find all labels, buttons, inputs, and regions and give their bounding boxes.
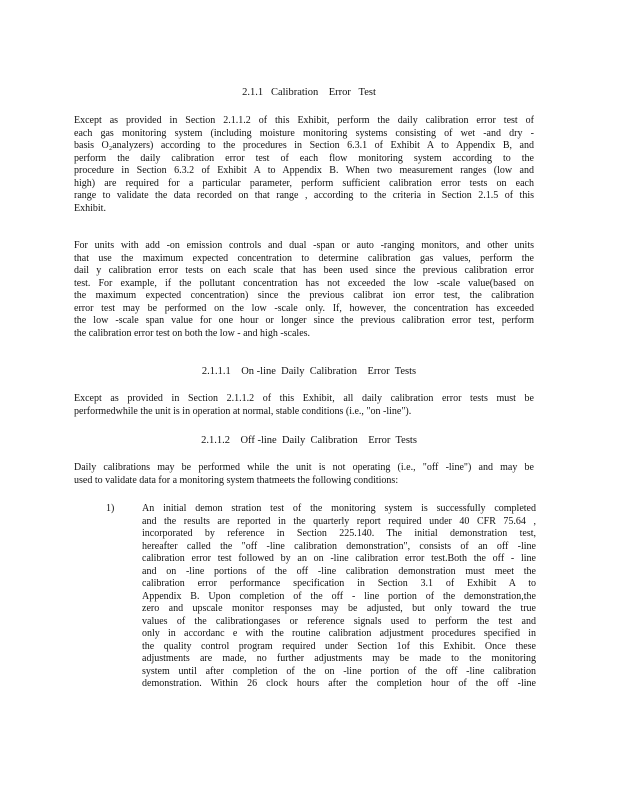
paragraph-line: range to validate the data recorded on that range , according to the criteria in Section 2.1.5 of this: [74, 190, 534, 201]
paragraph-line: basis O₂analyzers) according to the procedures in Section 6.3.1 of Exhibit A to Appendix B, and: [74, 140, 534, 151]
paragraph-line: high) are required for a particular parameter, perform sufficient calibration error tests on each: [74, 177, 534, 189]
list-line: demonstration. Within 26 clock hours after the completion hour of the off -line: [142, 678, 536, 689]
subsection-title-offline: 2.1.1.2 Off -line Daily Calibration Error Tests: [201, 435, 417, 446]
paragraph-line: Exhibit.: [74, 202, 106, 214]
paragraph-line: each gas monitoring system (including moisture monitoring systems consisting of wet -and dry -: [74, 127, 534, 139]
paragraph-line: For units with add -on emission controls and dual -span or auto -ranging monitors, and other units: [74, 240, 534, 251]
paragraph-line: perform the daily calibration error test of each flow monitoring system according to the: [74, 152, 534, 164]
paragraph-3: [74, 393, 534, 418]
paragraph-1: [74, 115, 534, 215]
paragraph-line: performedwhile the unit is in operation at normal, stable conditions (i.e., "on -line").: [74, 405, 412, 417]
paragraph-line: test. For example, if the pollutant concentration has not exceeded the low -scale value(based on: [74, 277, 534, 289]
paragraph-line: Except as provided in Section 2.1.1.2 of this Exhibit, all daily calibration error tests must be: [74, 393, 534, 404]
list-line: system until after completion of the on -line portion of the off -line calibration: [142, 665, 536, 677]
paragraph-4: [74, 462, 534, 487]
list-line: calibration error test followed by an on -line calibration error test.Both the off - line: [142, 553, 536, 564]
list-line: zero and upscale monitor responses may be adjusted, but only toward the true: [142, 603, 536, 614]
section-title: 2.1.1 Calibration Error Test: [242, 87, 376, 98]
subsection-title-online: 2.1.1.1 On -line Daily Calibration Error Tests: [201, 366, 417, 377]
list-item-body: [142, 503, 536, 691]
list-line: and on -line portions of the off -line calibration demonstration must meet the: [142, 565, 536, 577]
list-line: values of the calibrationgases or reference signals used to perform the test and: [142, 615, 536, 627]
list-item-number: 1): [106, 503, 115, 514]
paragraph-2: [74, 240, 534, 340]
paragraph-line: Except as provided in Section 2.1.1.2 of this Exhibit, perform the daily calibration error test of: [74, 115, 534, 126]
list-line: only in accordanc e with the routine calibration adjustment procedures specified in: [142, 628, 536, 639]
list-line: adjustments are made, no further adjustments may be made to the monitoring: [142, 653, 536, 664]
list-line: the quality control program required under Section 1of this Exhibit. Once these: [142, 640, 536, 652]
paragraph-line: Daily calibrations may be performed while the unit is not operating (i.e., "off -line") and may be: [74, 462, 534, 473]
paragraph-line: the calibration error test on both the low - and high -scales.: [74, 327, 311, 339]
list-line: Appendix B. Upon completion of the off - line portion of the demonstration,the: [142, 590, 536, 602]
paragraph-line: error test may be performed on the low -scale only. If, however, the concentration has exceeded: [74, 302, 534, 314]
paragraph-line: used to validate data for a monitoring system thatmeets the following conditions:: [74, 474, 399, 486]
paragraph-line: the low -scale span value for one hour or longer since the previous calibration error test, perform: [74, 315, 534, 326]
paragraph-line: dail y calibration error tests on each scale that has been used since the previous calibration error: [74, 265, 534, 276]
list-line: hereafter called the "off -line calibration demonstration", consists of an off -line: [142, 540, 536, 552]
list-line: calibration error performance specification in Section 3.1 of Exhibit A to: [142, 578, 536, 589]
paragraph-line: the maximum expected concentration) since the previous calibrat ion error test, the calibration: [74, 290, 534, 301]
list-line: and the results are reported in the quarterly report required under 40 CFR 75.64 ,: [142, 515, 536, 527]
paragraph-line: that use the maximum expected concentration to determine calibration gas values, perform the: [74, 252, 534, 264]
list-line: incorporated by reference in Section 225.140. The initial demonstration test,: [142, 528, 536, 539]
paragraph-line: procedure in Section 6.3.2 of Exhibit A to Appendix B. When two measurement ranges (low and: [74, 165, 534, 176]
list-line: An initial demon stration test of the monitoring system is successfully completed: [142, 503, 536, 514]
